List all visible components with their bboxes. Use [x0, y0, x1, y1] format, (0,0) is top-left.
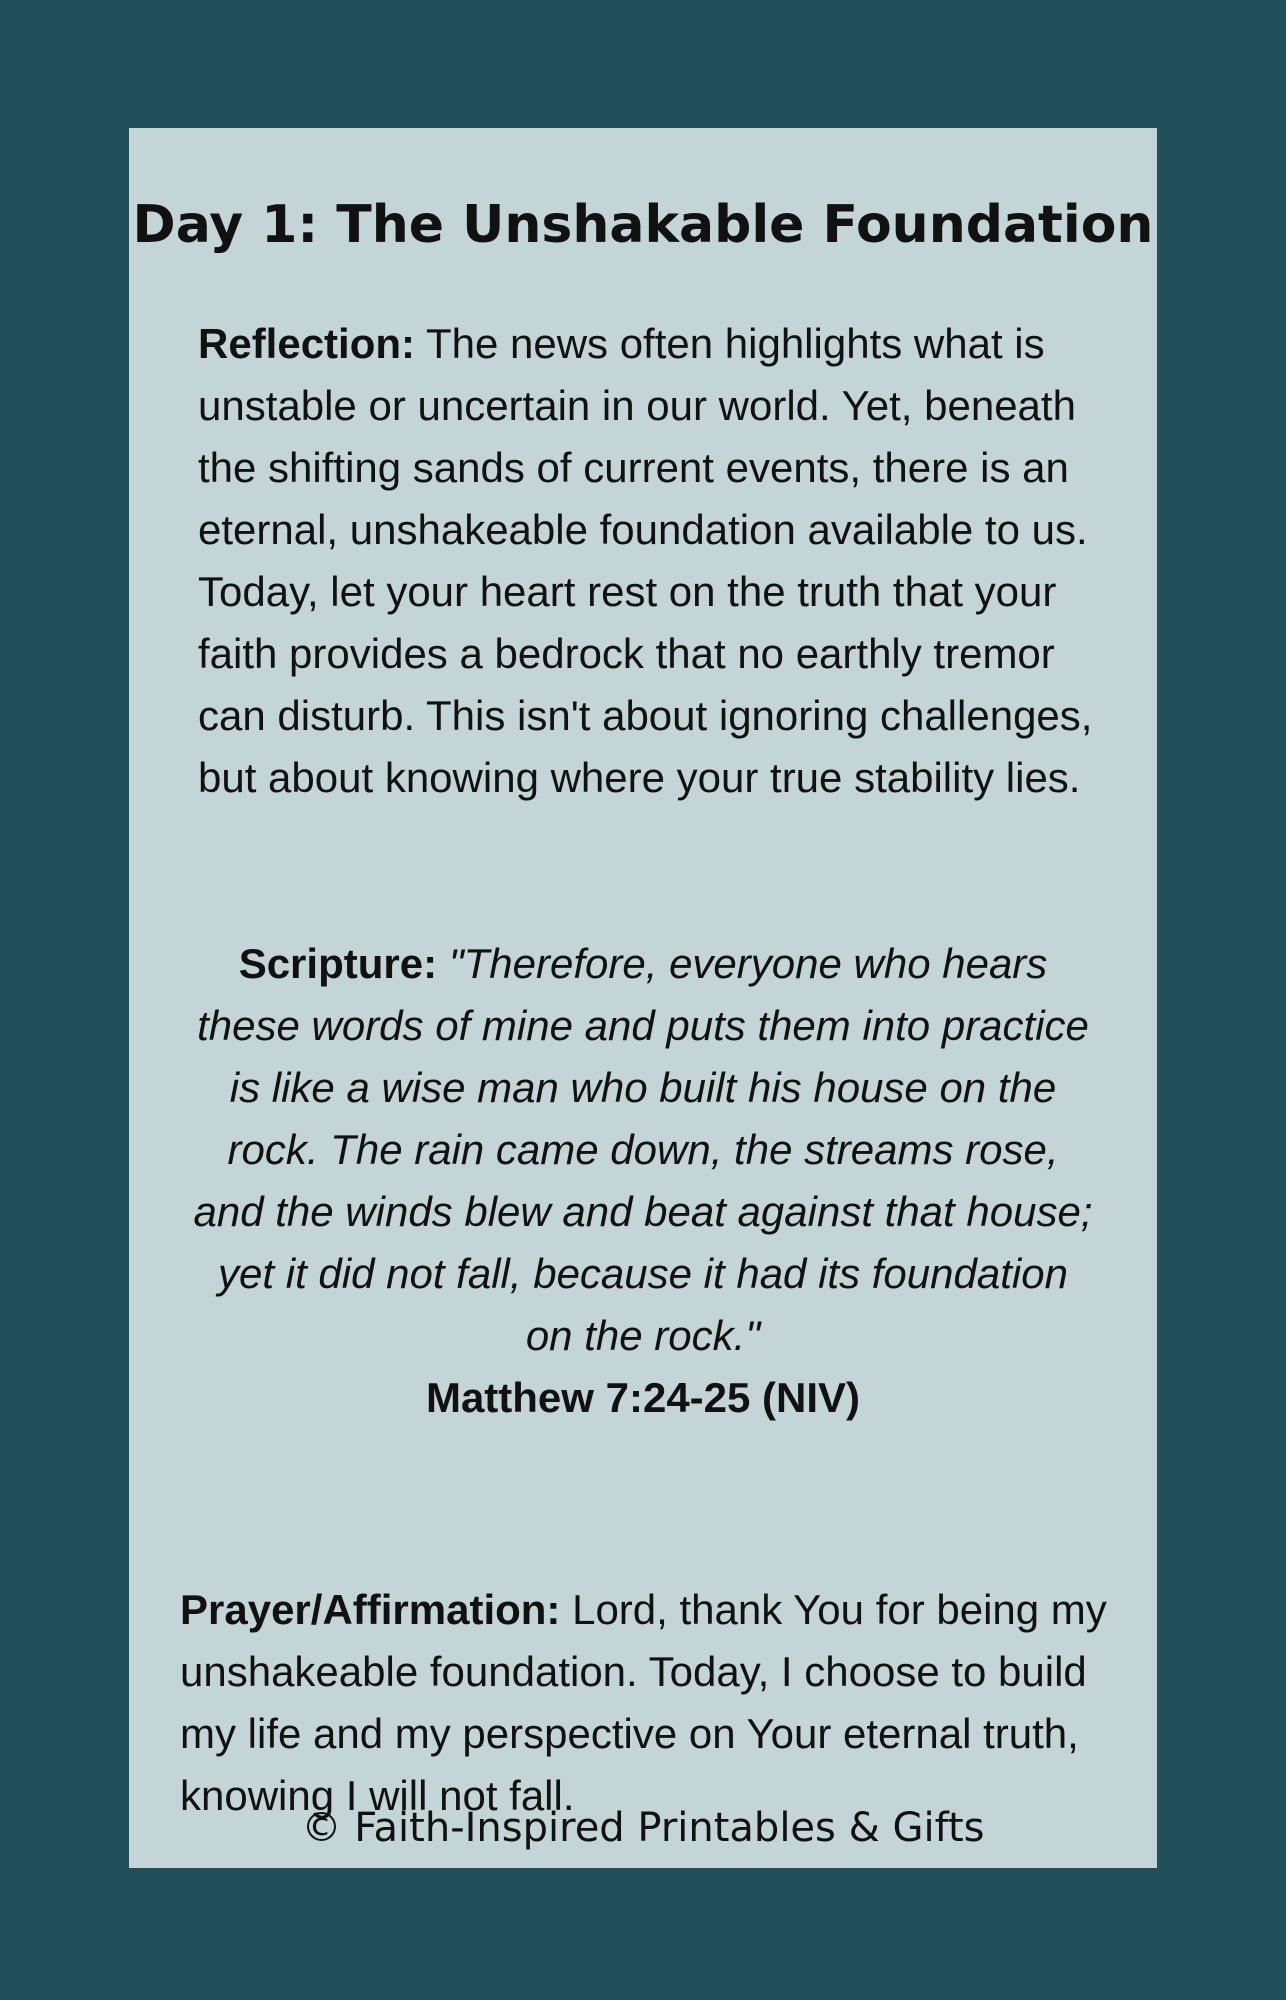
prayer-text: Lord, thank You for being my unshakeable foundation. Today, I choose to build my life and my perspective on Your eternal truth, knowing I will not fall.: [180, 1586, 1107, 1819]
reflection-label: Reflection:: [198, 320, 416, 367]
scripture-reference: Matthew 7:24-25 (NIV): [425, 1374, 861, 1421]
devotional-card: [129, 128, 1157, 1868]
prayer-label: Prayer/Affirmation:: [180, 1586, 561, 1633]
scripture-label: Scripture:: [238, 940, 438, 987]
scripture-section: [189, 933, 1097, 1429]
prayer-section: [180, 1579, 1120, 1827]
reflection-text: The news often highlights what is unstable or uncertain in our world. Yet, beneath the shifting sands of current events, there is an eternal, unshakeable foundation available to us. Today, let your heart rest on the truth that your faith provides a bedrock that no earthly tremor can disturb. This isn't about ignoring challenges, but about knowing where your true stability lies.: [198, 320, 1093, 801]
reflection-section: [198, 313, 1098, 809]
copyright-footer: © Faith-Inspired Printables & Gifts: [301, 1805, 985, 1851]
scripture-quote: "Therefore, everyone who hears these words of mine and puts them into practice is like a wise man who built his house on the rock. The rain came down, the streams rose, and the winds blew and beat against that house; yet it did not fall, because it had its foundation on the rock.": [193, 940, 1093, 1359]
page-title: Day 1: The Unshakable Foundation: [132, 195, 1154, 255]
